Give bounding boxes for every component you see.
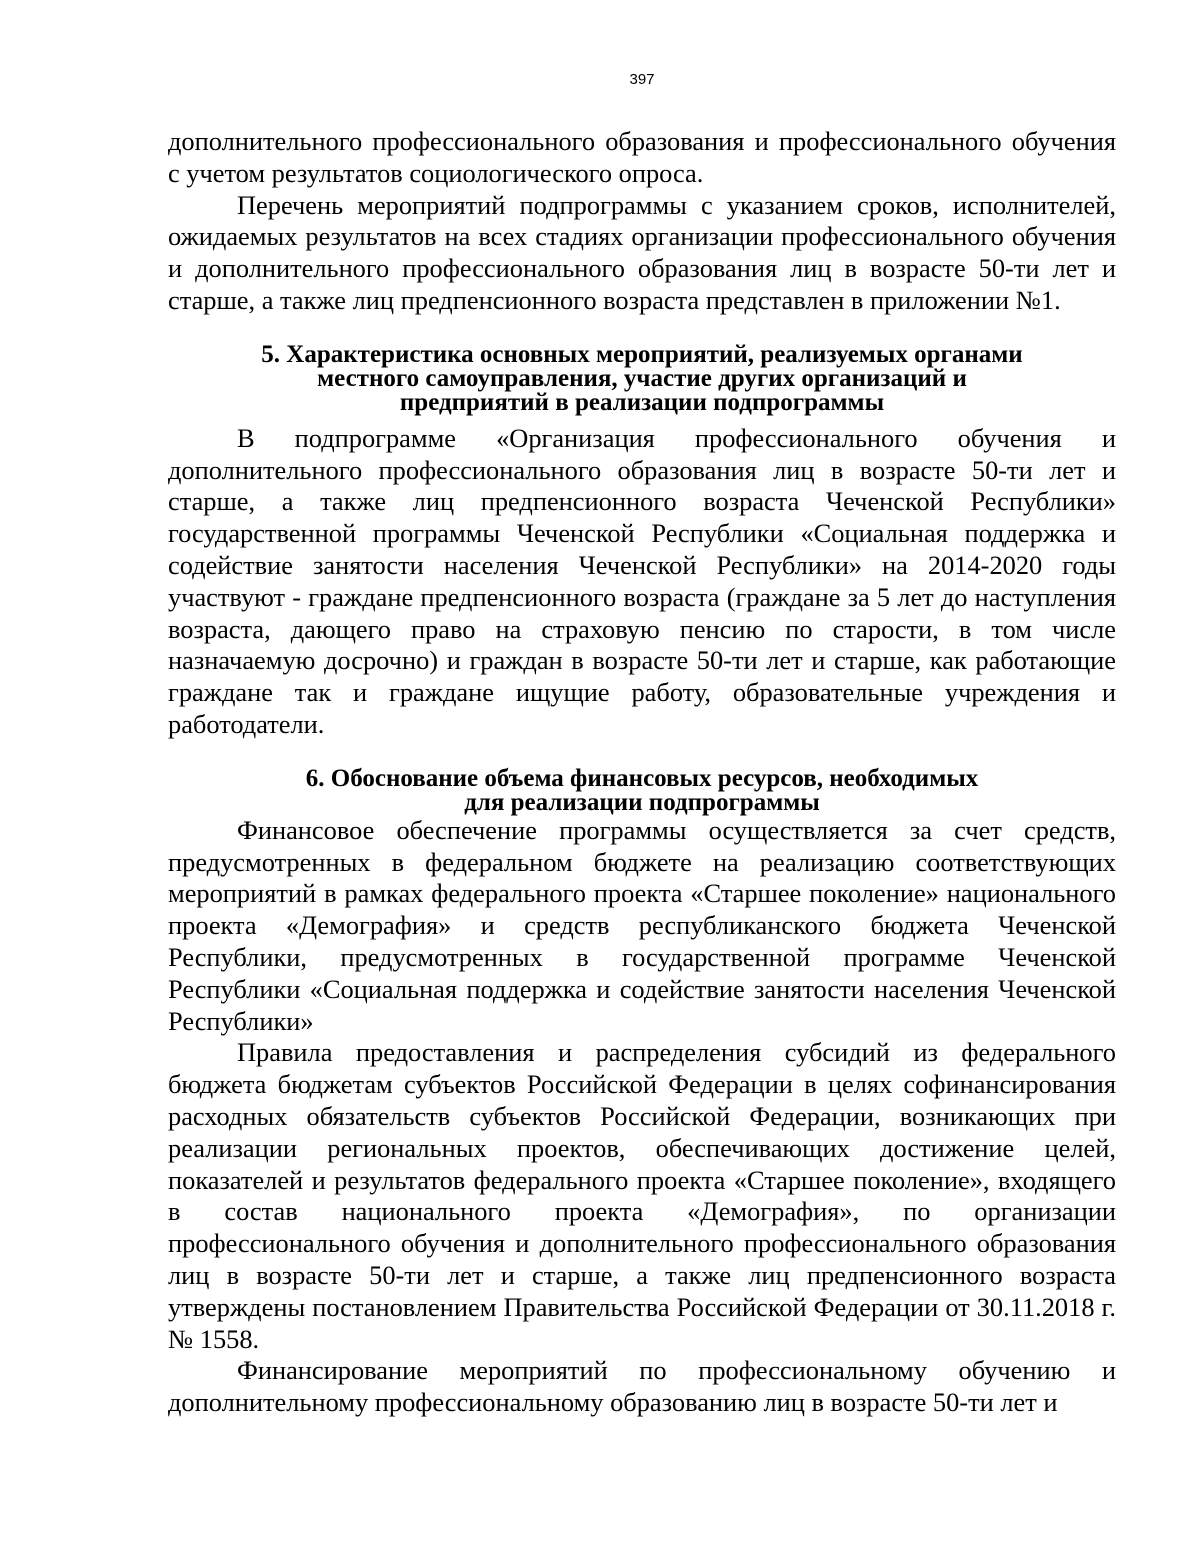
- section-6-paragraph-financing: Финансирование мероприятий по профессиональному обучению и дополнительному профессиональному образованию лиц в возрасте 50-ти лет и: [168, 1355, 1116, 1418]
- spacer: [168, 741, 1116, 767]
- section-6-heading-line-2: для реализации подпрограммы: [464, 788, 820, 816]
- section-5-heading: [168, 340, 1116, 416]
- section-5-paragraph: В подпрограмме «Организация профессионального обучения и дополнительного профессионального образования лиц в возрасте 50-ти лет и старше, а также лиц предпенсионного возраста Чеченской Республики» государственной программы Чеченской Республики «Социальная поддержка и содействие занятости населения Чеченской Республики» на 2014-2020 годы участвуют - граждане предпенсионного возраста (граждане за 5 лет до наступления возраста, дающего право на страховую пенсию по старости, в том числе назначаемую досрочно) и граждан в возрасте 50-ти лет и старше, как работающие граждане так и граждане ищущие работу, образовательные учреждения и работодатели.: [168, 422, 1116, 739]
- section-6-paragraph-funding: Финансовое обеспечение программы осуществляется за счет средств, предусмотренных в федеральном бюджете на реализацию соответствующих мероприятий в рамках федерального проекта «Старшее поколение» национального проекта «Демография» и средств республиканского бюджета Чеченской Республики, предусмотренных в государственной программе Чеченской Республики «Социальная поддержка и содействие занятости населения Чеченской Республики»: [168, 814, 1116, 1036]
- intro-paragraph-continuation: дополнительного профессионального образования и профессионального обучения с учетом результатов социологического опроса.: [168, 126, 1116, 188]
- spacer: [168, 317, 1116, 343]
- spacer: [168, 415, 1116, 423]
- section-5-heading-line-2: местного самоуправления, участие других организаций и: [317, 364, 967, 392]
- document-page: [168, 70, 1116, 1419]
- page-number: 397: [629, 71, 655, 88]
- section-5-heading-line-3: предприятий в реализации подпрограммы: [399, 388, 885, 416]
- section-5-heading-line-1: 5. Характеристика основных мероприятий, реализуемых органами: [261, 340, 1023, 368]
- section-6-paragraph-subsidy-rules: Правила предоставления и распределения субсидий из федерального бюджета бюджетам субъектов Российской Федерации в целях софинансирования расходных обязательств субъектов Российской Федерации, возникающих при реализации региональных проектов, обеспечивающих достижение целей, показателей и результатов федерального проекта «Старшее поколение», входящего в состав национального проекта «Демография», по организации профессионального обучения и дополнительного профессионального образования лиц в возрасте 50-ти лет и старше, а также лиц предпенсионного возраста утверждены постановлением Правительства Российской Федерации от 30.11.2018 г. № 1558.: [168, 1037, 1116, 1354]
- intro-paragraph-measures-list: Перечень мероприятий подпрограммы с указанием сроков, исполнителей, ожидаемых результатов на всех стадиях организации профессионального обучения и дополнительного профессионального образования лиц в возрасте 50-ти лет и старше, а также лиц предпенсионного возраста представлен в приложении №1.: [168, 189, 1116, 315]
- section-6-heading-line-1: 6. Обоснование объема финансовых ресурсов, необходимых: [305, 764, 979, 792]
- section-6-heading: [168, 764, 1116, 816]
